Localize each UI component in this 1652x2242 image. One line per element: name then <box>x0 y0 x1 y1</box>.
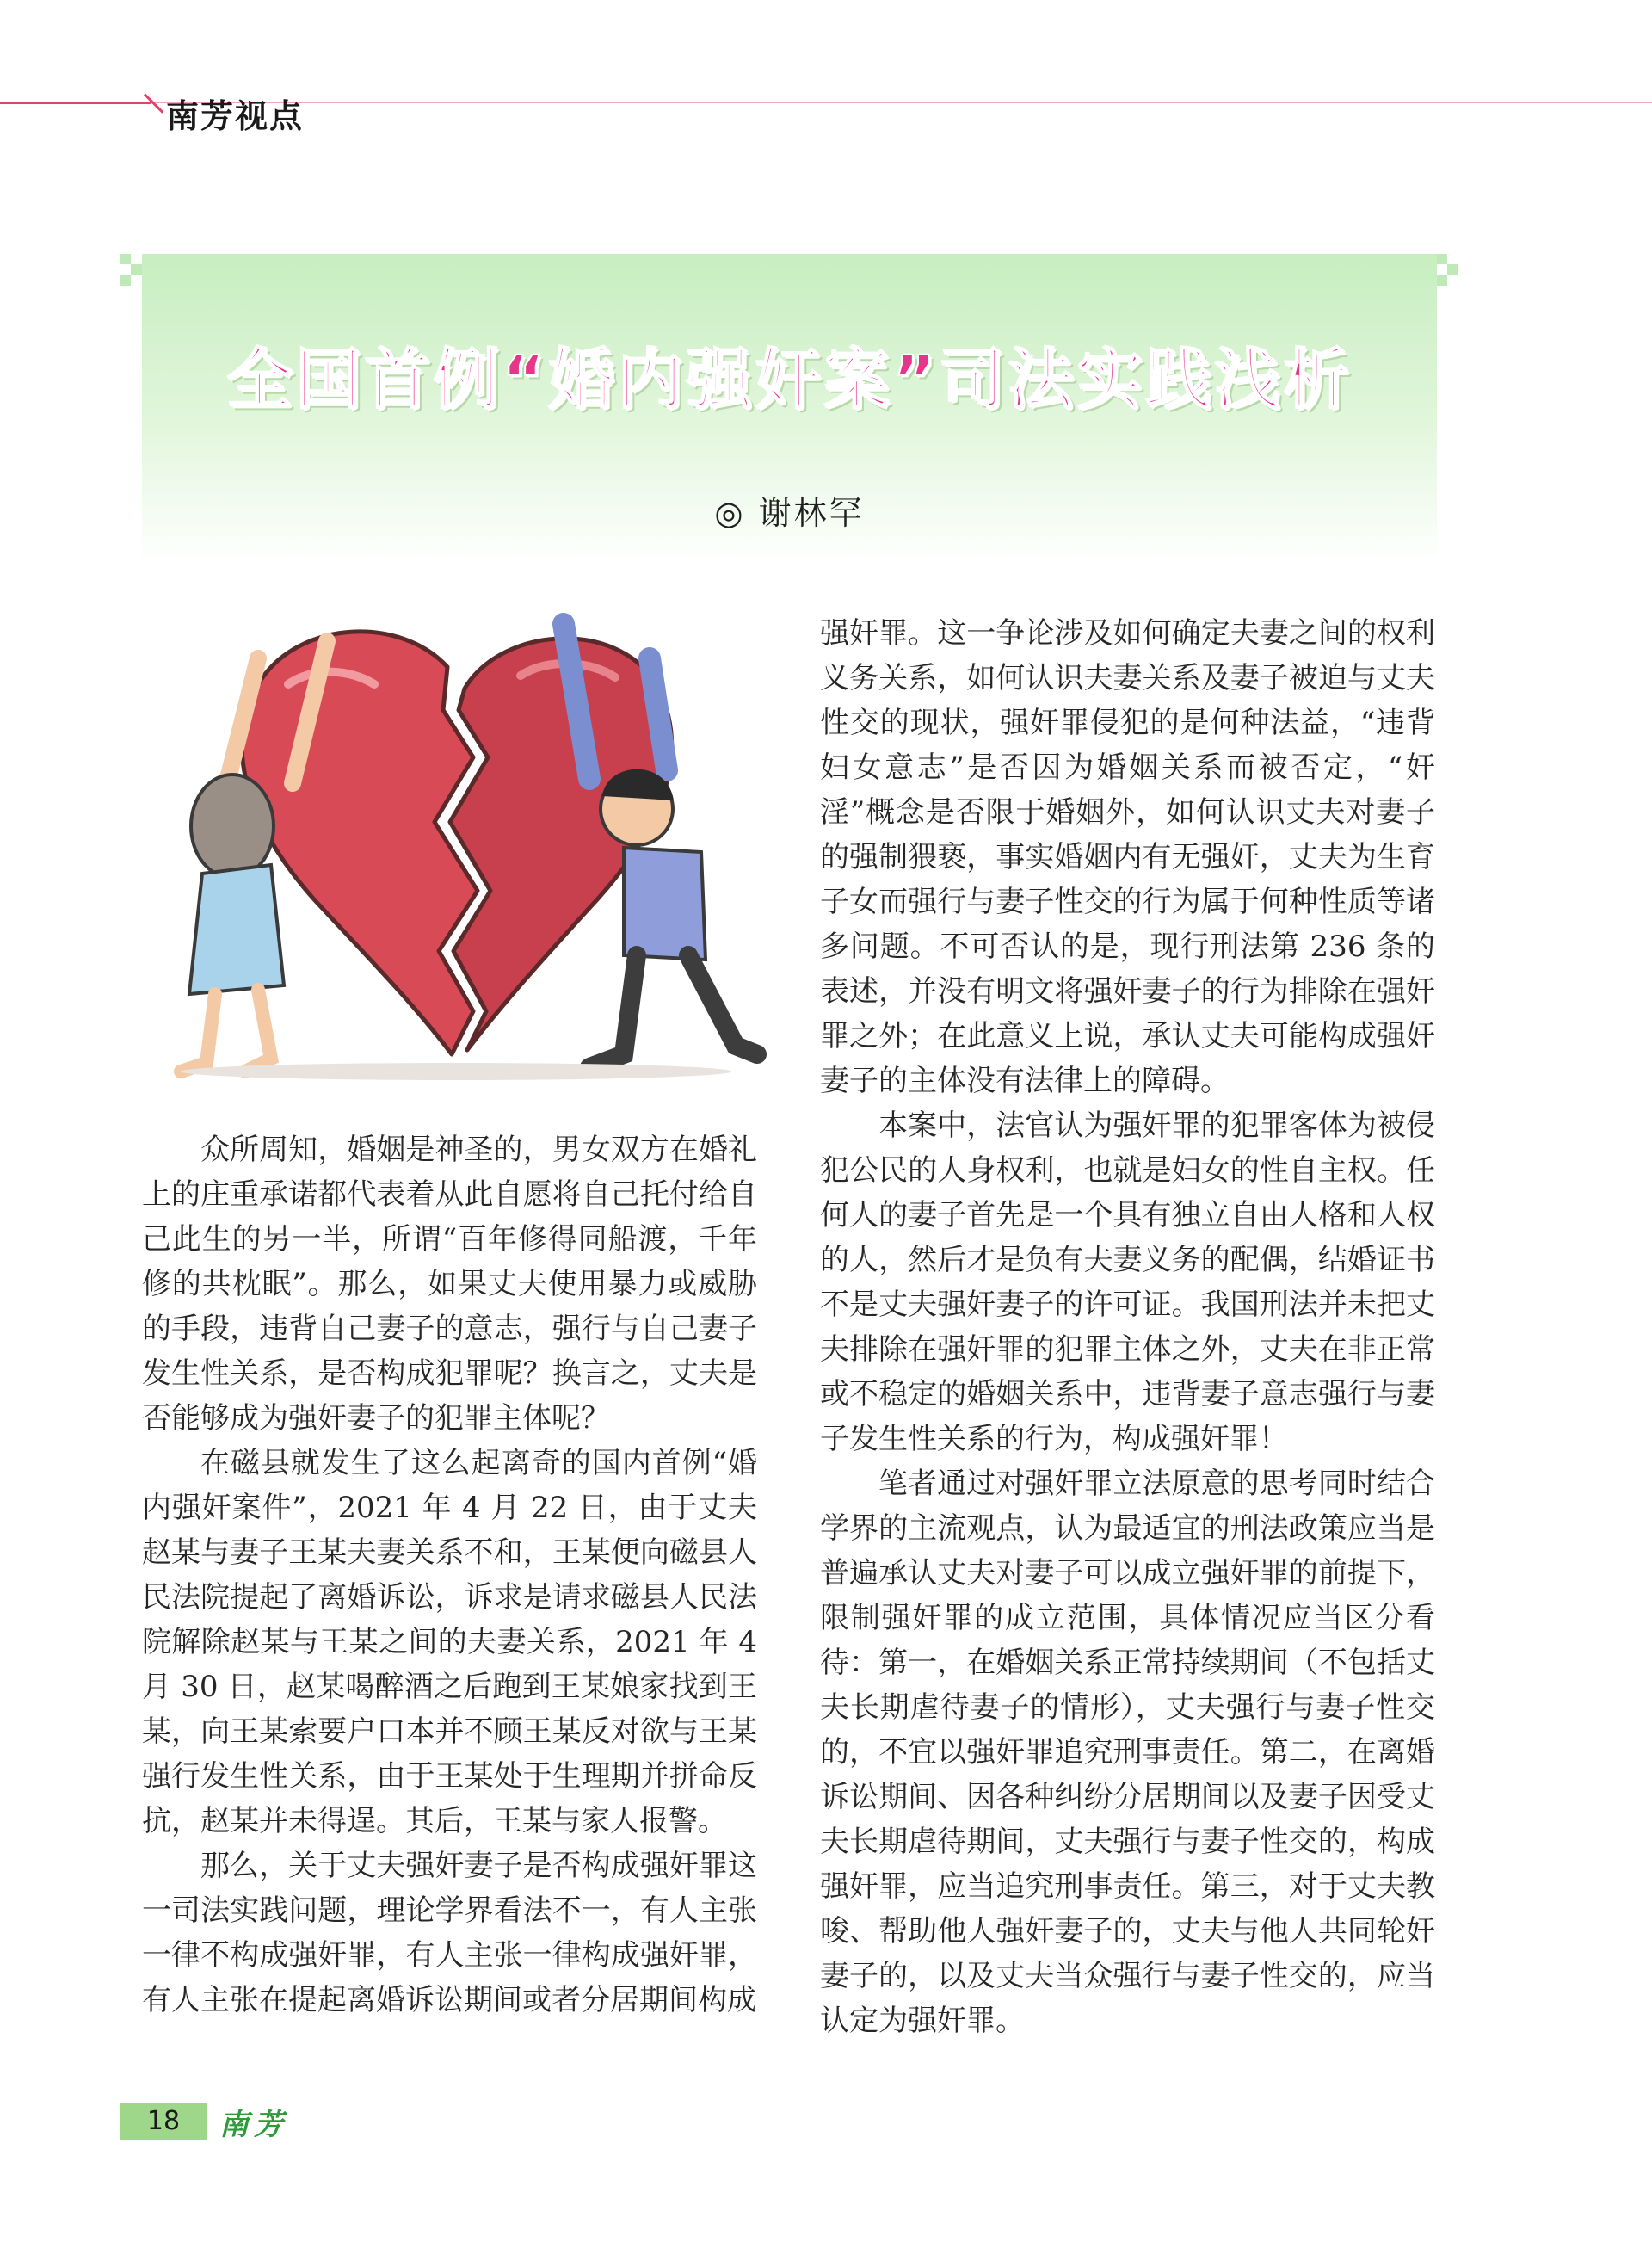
broken-heart-illustration <box>142 607 770 1084</box>
paragraph: 在磁县就发生了这么起离奇的国内首例“婚内强奸案件”，2021 年 4 月 22 日，由于丈夫赵某与妻子王某夫妻关系不和，王某便向磁县人民法院提起了离婚诉讼，诉求是请求磁县人民法院解除赵某与王某之间的夫妻关系，2021 年 4 月 30 日，赵某喝醉酒之后跑到王某娘家找到王某，向王某索要户口本并不顾王某反对欲与王某强行发生性关系，由于王某处于生理期并拼命反抗，赵某并未得逞。其后，王某与家人报警。 <box>142 1446 757 1838</box>
pixel-decoration <box>120 275 131 286</box>
paragraph: 本案中，法官认为强奸罪的犯罪客体为被侵犯公民的人身权利，也就是妇女的性自主权。任何人的妻子首先是一个具有独立自由人格和人权的人，然后才是负有夫妻义务的配偶，结婚证书不是丈夫强奸妻子的许可证。我国刑法并未把丈夫排除在强奸罪的犯罪主体之外，丈夫在非正常或不稳定的婚姻关系中，违背妻子意志强行与妻子发生性关系的行为，构成强奸罪！ <box>820 1109 1435 1456</box>
article-title: 全国首例“婚内强奸案”司法实践浅析 <box>226 341 1353 417</box>
paragraph: 众所周知，婚姻是神圣的，男女双方在婚礼上的庄重承诺都代表着从此自愿将自己托付给自己此生的另一半，所谓“百年修得同船渡，千年修的共枕眠”。那么，如果丈夫使用暴力或威胁的手段，违背自己妻子的意志，强行与自己妻子发生性关系，是否构成犯罪呢？换言之，丈夫是否能够成为强奸妻子的犯罪主体呢？ <box>142 1133 757 1436</box>
article-author: ◎ 谢林罕 <box>714 494 865 532</box>
paragraph: 那么，关于丈夫强奸妻子是否构成强奸罪这一司法实践问题，理论学界看法不一，有人主张一律不构成强奸罪，有人主张一律构成强奸罪，有人主张在提起离婚诉讼期间或者分居期间构成 <box>142 1849 757 2017</box>
pixel-decoration <box>1447 264 1458 275</box>
header-rule <box>151 102 1652 103</box>
right-column <box>820 611 1435 2043</box>
paragraph: 强奸罪。这一争论涉及如何确定夫妻之间的权利义务关系，如何认识夫妻关系及妻子被迫与丈夫性交的现状，强奸罪侵犯的是何种法益，“违背妇女意志”是否因为婚姻关系而被否定，“奸淫”概念是否限于婚姻外，如何认识丈夫对妻子的强制猥亵，事实婚姻内有无强奸，丈夫为生育子女而强行与妻子性交的行为属于何种性质等诸多问题。不可否认的是，现行刑法第 236 条的表述，并没有明文将强奸妻子的行为排除在强奸罪之外；在此意义上说，承认丈夫可能构成强奸妻子的主体没有法律上的障碍。 <box>820 616 1435 1098</box>
page-number: 18 <box>120 2103 206 2140</box>
pixel-decoration <box>131 264 142 275</box>
left-column <box>142 1127 757 2023</box>
header-rule-accent <box>0 102 151 104</box>
pixel-decoration <box>1437 275 1447 286</box>
pixel-decoration <box>1437 254 1447 264</box>
paragraph: 笔者通过对强奸罪立法原意的思考同时结合学界的主流观点，认为最适宜的刑法政策应当是普遍承认丈夫对妻子可以成立强奸罪的前提下，限制强奸罪的成立范围，具体情况应当区分看待：第一，在婚姻关系正常持续期间（不包括丈夫长期虐待妻子的情形），丈夫强行与妻子性交的，不宜以强奸罪追究刑事责任。第二，在离婚诉讼期间、因各种纠纷分居期间以及妻子因受丈夫长期虐待期间，丈夫强行与妻子性交的，构成强奸罪，应当追究刑事责任。第三，对于丈夫教唆、帮助他人强奸妻子的，丈夫与他人共同轮奸妻子的，以及丈夫当众强行与妻子性交的，应当认定为强奸罪。 <box>820 1467 1435 2038</box>
journal-name: 南芳 <box>219 2108 288 2142</box>
column-label: 南芳视点 <box>166 97 305 135</box>
pixel-decoration <box>120 254 131 264</box>
